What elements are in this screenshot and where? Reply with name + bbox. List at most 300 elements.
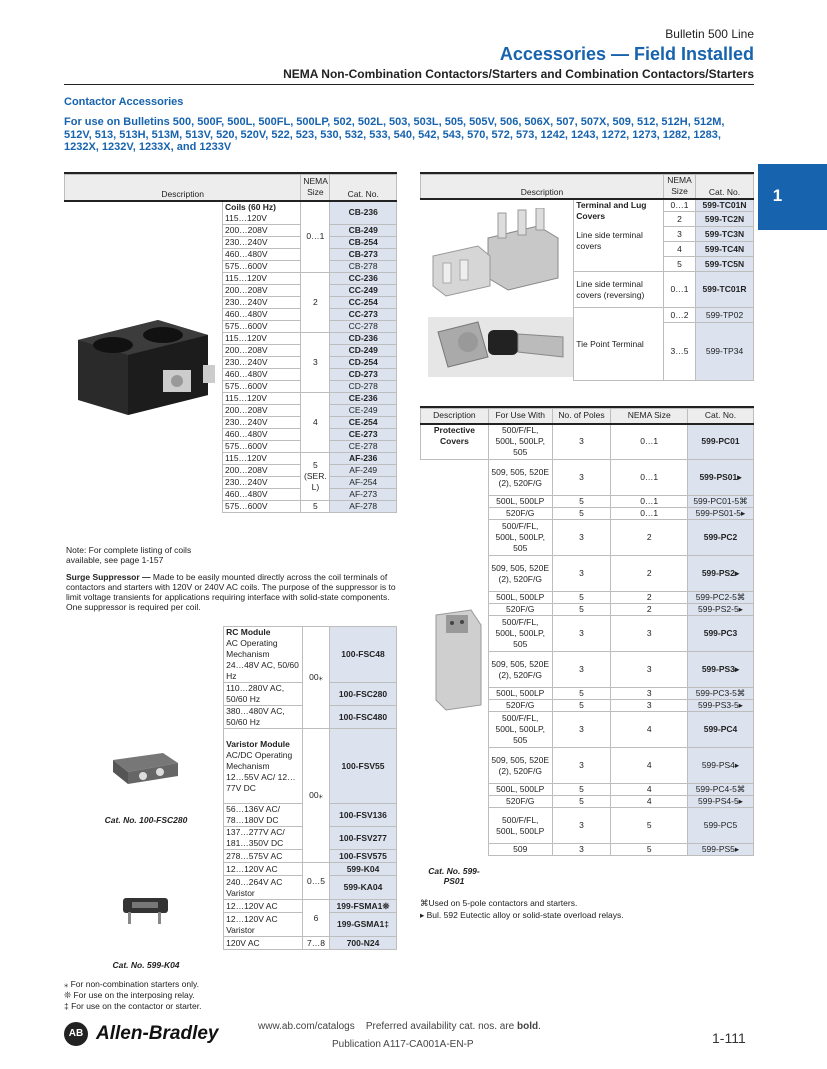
for-use-with: 500L, 500LP — [488, 688, 552, 700]
coil-note: Note: For complete listing of coils available, see page 1-157 — [66, 545, 192, 565]
nema-size: 2 — [301, 273, 330, 333]
table-row — [65, 297, 397, 309]
cat-number: 700-N24 — [330, 937, 397, 950]
table-row — [65, 285, 397, 297]
table-row — [421, 844, 754, 856]
varistor-title: Varistor Module — [226, 738, 290, 749]
image-cell — [421, 712, 489, 748]
table-row — [421, 592, 754, 604]
no-of-poles: 3 — [552, 748, 611, 784]
footnote-2: ❊ For use on the interposing relay. — [64, 990, 195, 1000]
cover-col-3: NEMA Size — [611, 409, 688, 424]
image-cell — [421, 784, 489, 796]
terminal-title: Terminal and Lug Covers — [576, 199, 647, 221]
coil-voltage — [223, 201, 301, 225]
brand-name: Allen-Bradley — [96, 1023, 219, 1044]
coil-voltage: 460…480V — [223, 489, 301, 501]
no-of-poles: 5 — [552, 592, 611, 604]
coil-voltage: 230…240V — [223, 237, 301, 249]
bulletin-line: Bulletin 500 Line — [665, 27, 754, 41]
nema-size: 5 (SER. L) — [301, 453, 330, 501]
cat-number: 599-TC01R — [696, 272, 754, 308]
coil-voltage-label: 115…120V — [225, 212, 267, 223]
no-of-poles: 5 — [552, 604, 611, 616]
table-row — [65, 477, 397, 489]
table-row — [421, 424, 754, 460]
nema-size: 3 — [664, 227, 696, 242]
rc-range: 110…280V AC, 50/60 Hz — [226, 683, 285, 704]
cat-number: AF-254 — [330, 477, 397, 489]
caption-k04: Cat. No. 599-K04 — [112, 960, 180, 970]
table-row — [65, 489, 397, 501]
page-subtitle: NEMA Non-Combination Contactors/Starters and Combination Contactors/Starters — [283, 67, 754, 81]
cat-number: CE-278 — [330, 441, 397, 453]
image-cell — [65, 441, 223, 453]
table-row — [64, 850, 397, 863]
image-cell — [65, 489, 223, 501]
cat-number: 599-PS01▸ — [688, 460, 754, 496]
image-cell — [421, 808, 489, 844]
rc-module-image — [108, 748, 183, 788]
table-row — [421, 556, 754, 592]
no-of-poles: 3 — [552, 808, 611, 844]
table-row — [65, 225, 397, 237]
suppressor-voltage: 12…120V AC Varistor — [224, 913, 303, 937]
coils-title: Coils (60 Hz) — [225, 201, 277, 212]
image-cell — [421, 508, 489, 520]
for-use-with: 520F/G — [488, 796, 552, 808]
varistor-voltage — [224, 729, 303, 804]
cat-number: 599-PC3 — [688, 616, 754, 652]
for-use-with: 509, 505, 520E (2), 520F/G — [488, 748, 552, 784]
cover-col-2: No. of Poles — [552, 409, 611, 424]
nema-size: 3 — [611, 652, 688, 688]
cat-number: 100-FSV55 — [330, 729, 397, 804]
right-footnotes — [420, 897, 624, 921]
nema-size: 00⁎ — [303, 627, 330, 729]
nema-size: 0…2 — [664, 308, 696, 323]
surge-title: Surge Suppressor — — [66, 572, 151, 582]
no-of-poles: 3 — [552, 844, 611, 856]
cat-number: CE-254 — [330, 417, 397, 429]
table-row — [65, 453, 397, 465]
rt-col-cat: Cat. No. — [696, 175, 754, 199]
cat-number: 599-PS3-5▸ — [688, 700, 754, 712]
reversing-label: Line side terminal covers (reversing) — [574, 272, 664, 308]
coil-voltage: 115…120V — [223, 393, 301, 405]
rc-voltage — [224, 683, 303, 706]
table-row — [65, 237, 397, 249]
no-of-poles: 3 — [552, 712, 611, 748]
cat-number: 599-PS4-5▸ — [688, 796, 754, 808]
cat-number: 100-FSC480 — [330, 706, 397, 729]
image-cell — [64, 850, 224, 863]
coil-voltage: 200…208V — [223, 285, 301, 297]
nema-size: 0…1 — [611, 496, 688, 508]
image-cell — [421, 592, 489, 604]
table-row — [421, 508, 754, 520]
for-use-with: 500/F/FL, 500L, 500LP, 505 — [488, 520, 552, 556]
suppressor-voltage: 120V AC — [224, 937, 303, 950]
nema-size: 4 — [611, 748, 688, 784]
cat-number: 199-FSMA1❊ — [330, 900, 397, 913]
coil-voltage: 575…600V — [223, 321, 301, 333]
image-cell — [421, 520, 489, 556]
cat-number: 599-PS5▸ — [688, 844, 754, 856]
rt-col-nema: NEMA Size — [664, 175, 696, 199]
cat-number: CB-249 — [330, 225, 397, 237]
cat-number: 599-TC3N — [696, 227, 754, 242]
coil-voltage: 460…480V — [223, 369, 301, 381]
col-nema: NEMA Size — [301, 175, 330, 201]
nema-size: 2 — [611, 604, 688, 616]
table-row — [64, 706, 397, 729]
no-of-poles: 3 — [552, 424, 611, 460]
nema-size: 4 — [301, 393, 330, 453]
nema-size: 2 — [611, 556, 688, 592]
nema-size: 5 — [611, 844, 688, 856]
cat-number: 599-PC4-5⌘ — [688, 784, 754, 796]
table-row — [65, 201, 397, 225]
rt-col-description: Description — [421, 175, 664, 199]
image-cell — [65, 477, 223, 489]
table-row — [65, 249, 397, 261]
cover-col-4: Cat. No. — [688, 409, 754, 424]
for-use-with: 509, 505, 520E (2), 520F/G — [488, 556, 552, 592]
for-use-with: 500L, 500LP — [488, 592, 552, 604]
suppressor-image — [118, 890, 178, 930]
page-title: Accessories — Field Installed — [499, 44, 754, 64]
table-row — [65, 465, 397, 477]
nema-size: 3…5 — [664, 323, 696, 381]
cat-number: 599-PC01-5⌘ — [688, 496, 754, 508]
table-row — [65, 273, 397, 285]
table-row — [64, 827, 397, 850]
cat-number: 599-PC2-5⌘ — [688, 592, 754, 604]
for-use-with: 509, 505, 520E (2), 520F/G — [488, 652, 552, 688]
image-cell — [65, 501, 223, 513]
cat-number: 100-FSC280 — [330, 683, 397, 706]
cat-number: CD-236 — [330, 333, 397, 345]
table-row — [421, 460, 754, 496]
image-cell — [421, 796, 489, 808]
terminal-desc — [574, 199, 664, 272]
right-footnote-2: ▸ Bul. 592 Eutectic alloy or solid-state overload relays. — [420, 910, 624, 920]
nema-size: 3 — [611, 688, 688, 700]
footer-period: . — [538, 1021, 541, 1032]
varistor-voltage — [224, 827, 303, 850]
table-row — [421, 712, 754, 748]
footnote-1: ⁎ For non-combination starters only. — [64, 979, 199, 989]
terminal-cover-image — [428, 208, 573, 308]
cover-col-1: For Use With — [488, 409, 552, 424]
coil-voltage: 115…120V — [223, 273, 301, 285]
nema-size: 0…5 — [303, 863, 330, 900]
cover-col-0: Description — [421, 409, 489, 424]
table-row — [65, 429, 397, 441]
coil-voltage: 230…240V — [223, 417, 301, 429]
cat-number: 599-PC5 — [688, 808, 754, 844]
coil-voltage: 575…600V — [223, 381, 301, 393]
nema-size: 00⁎ — [303, 729, 330, 863]
nema-size: 3 — [611, 700, 688, 712]
no-of-poles: 5 — [552, 796, 611, 808]
table-row — [65, 261, 397, 273]
footer-url: www.ab.com/catalogs — [258, 1021, 355, 1032]
no-of-poles: 5 — [552, 508, 611, 520]
nema-size: 2 — [664, 212, 696, 227]
coil-voltage: 575…600V — [223, 261, 301, 273]
tie-point-image — [428, 312, 573, 382]
publication-number: Publication A117-CA001A-EN-P — [332, 1039, 474, 1050]
coil-voltage: 200…208V — [223, 345, 301, 357]
line-side-label: Line side terminal covers — [576, 229, 643, 251]
footnote-3: ‡ For use on the contactor or starter. — [64, 1001, 202, 1011]
cat-number: AF-273 — [330, 489, 397, 501]
rc-voltage — [224, 627, 303, 683]
image-cell — [65, 273, 223, 285]
cat-number: 100-FSV277 — [330, 827, 397, 850]
table-row — [65, 441, 397, 453]
for-use-with: 500/F/FL, 500L, 500LP, 505 — [488, 712, 552, 748]
for-use-with: 509 — [488, 844, 552, 856]
for-use-with: 520F/G — [488, 508, 552, 520]
surge-description — [66, 572, 396, 612]
image-cell — [64, 627, 224, 683]
image-cell — [65, 249, 223, 261]
nema-size: 7…8 — [303, 937, 330, 950]
table-row — [64, 937, 397, 950]
rc-title: RC Module — [226, 627, 271, 637]
left-footnotes — [64, 979, 202, 1012]
ab-logo-icon: AB — [64, 1022, 88, 1046]
coil-voltage: 460…480V — [223, 249, 301, 261]
cat-number: CC-236 — [330, 273, 397, 285]
no-of-poles: 3 — [552, 616, 611, 652]
table-row — [64, 913, 397, 937]
cat-number: 599-PS3▸ — [688, 652, 754, 688]
coil-voltage: 200…208V — [223, 225, 301, 237]
nema-size: 3 — [301, 333, 330, 393]
coil-voltage: 575…600V — [223, 501, 301, 513]
cat-number: 599-TC01N — [696, 199, 754, 212]
coil-voltage: 575…600V — [223, 441, 301, 453]
cat-number: AF-236 — [330, 453, 397, 465]
nema-size: 4 — [664, 242, 696, 257]
table-row — [421, 520, 754, 556]
surge-text: Made to be easily mounted directly across the coil terminals of contactors and starters with 120V or 240V AC coils. The purpose of the suppressor is to limit voltage transients for applications requiring interface with solid-state components. One suppressor is required per coil. — [66, 572, 396, 612]
cat-number: CD-249 — [330, 345, 397, 357]
suppressor-voltage: 12…120V AC — [224, 863, 303, 876]
header-rule — [64, 84, 754, 85]
cat-number: CB-236 — [330, 201, 397, 225]
nema-size: 0…1 — [611, 460, 688, 496]
rc-voltage — [224, 706, 303, 729]
nema-size: 6 — [303, 900, 330, 937]
cat-number: 599-PS4▸ — [688, 748, 754, 784]
cat-number: 599-PC01 — [688, 424, 754, 460]
no-of-poles: 5 — [552, 784, 611, 796]
table-row — [64, 683, 397, 706]
col-description: Description — [65, 175, 301, 201]
table-row — [64, 900, 397, 913]
cat-number: CB-278 — [330, 261, 397, 273]
cat-number: CE-273 — [330, 429, 397, 441]
section-title: Contactor Accessories — [64, 96, 184, 108]
nema-size: 2 — [611, 592, 688, 604]
cat-number: CC-254 — [330, 297, 397, 309]
nema-size: 0…1 — [664, 272, 696, 308]
no-of-poles: 3 — [552, 652, 611, 688]
protective-cover-image — [426, 605, 486, 715]
for-use-with: 500L, 500LP — [488, 784, 552, 796]
coil-voltage: 200…208V — [223, 465, 301, 477]
nema-size: 0…1 — [611, 508, 688, 520]
image-cell — [65, 237, 223, 249]
cat-number: 599-K04 — [330, 863, 397, 876]
nema-size: 0…1 — [611, 424, 688, 460]
cat-number: 599-PS01-5▸ — [688, 508, 754, 520]
cat-number: 100-FSV136 — [330, 804, 397, 827]
nema-size: 4 — [611, 784, 688, 796]
image-cell — [64, 863, 224, 876]
coil-voltage: 460…480V — [223, 429, 301, 441]
cat-number: CC-273 — [330, 309, 397, 321]
nema-size: 2 — [611, 520, 688, 556]
section-tab: 1 — [758, 164, 827, 230]
bulletin-list: For use on Bulletins 500, 500F, 500L, 500FL, 500LP, 502, 502L, 503, 503L, 505, 505V, 506, 506X, 507, 507X, 509, 512, 512H, 512M, 512V, 513, 513H, 513M, 513V, 520, 520V, 522, 523, 530, 532, 533, 540, 542, 543, 570, 572, 573, 1242, 1243, 1272, 1273, 1282, 1283, 1232X, 1232V, 1233X, and 1233V — [64, 116, 725, 153]
image-cell — [421, 748, 489, 784]
table-row — [421, 808, 754, 844]
cat-number: CB-254 — [330, 237, 397, 249]
nema-size: 0…1 — [664, 199, 696, 212]
for-use-with: 500/F/FL, 500L, 500LP — [488, 808, 552, 844]
cat-number: 100-FSV575 — [330, 850, 397, 863]
col-cat: Cat. No. — [330, 175, 397, 201]
varistor-sub: AC/DC Operating Mechanism — [226, 749, 293, 771]
cat-number: 599-PC2 — [688, 520, 754, 556]
nema-size: 4 — [611, 712, 688, 748]
rc-sub: AC Operating Mechanism — [226, 638, 278, 659]
image-cell — [64, 937, 224, 950]
image-cell — [65, 225, 223, 237]
cat-number: 599-TP34 — [696, 323, 754, 381]
image-cell — [65, 429, 223, 441]
nema-size: 5 — [611, 808, 688, 844]
varistor-voltage — [224, 804, 303, 827]
rc-range: 380…480V AC, 50/60 Hz — [226, 706, 285, 727]
for-use-with: 500L, 500LP — [488, 496, 552, 508]
coil-voltage: 230…240V — [223, 477, 301, 489]
cat-number: 599-TC5N — [696, 257, 754, 272]
page-number: 1-111 — [712, 1030, 746, 1046]
cat-number: 100-FSC48 — [330, 627, 397, 683]
image-cell — [421, 460, 489, 496]
image-cell — [64, 706, 224, 729]
cat-number: 599-TC2N — [696, 212, 754, 227]
image-cell — [65, 201, 223, 225]
nema-size: 4 — [611, 796, 688, 808]
cat-number: AF-278 — [330, 501, 397, 513]
image-cell — [65, 261, 223, 273]
table-row — [65, 501, 397, 513]
cat-number: CD-254 — [330, 357, 397, 369]
caption-fsc: Cat. No. 100-FSC280 — [104, 815, 188, 825]
cat-number: CC-278 — [330, 321, 397, 333]
cat-number: 599-KA04 — [330, 876, 397, 900]
no-of-poles: 5 — [552, 688, 611, 700]
table-row — [64, 863, 397, 876]
coil-image — [68, 310, 218, 420]
table-row — [64, 876, 397, 900]
coil-voltage: 200…208V — [223, 405, 301, 417]
right-footnote-1: ⌘Used on 5-pole contactors and starters. — [420, 898, 578, 908]
varistor-range: 137…277V AC/ 181…350V DC — [226, 827, 285, 848]
cat-number: 599-PC3-5⌘ — [688, 688, 754, 700]
footer-bold: bold — [517, 1021, 539, 1032]
coil-voltage: 230…240V — [223, 297, 301, 309]
no-of-poles: 3 — [552, 460, 611, 496]
image-cell — [421, 496, 489, 508]
for-use-with: 520F/G — [488, 700, 552, 712]
cat-number: CD-273 — [330, 369, 397, 381]
for-use-with: 500/F/FL, 500L, 500LP, 505 — [488, 616, 552, 652]
varistor-range: 56…136V AC/ 78…180V DC — [226, 804, 280, 825]
cat-number: CB-273 — [330, 249, 397, 261]
cat-number: AF-249 — [330, 465, 397, 477]
nema-size: 3 — [611, 616, 688, 652]
for-use-with: 520F/G — [488, 604, 552, 616]
cat-number: 599-PS2▸ — [688, 556, 754, 592]
image-cell — [64, 683, 224, 706]
tie-point-label: Tie Point Terminal — [574, 308, 664, 381]
coil-voltage: 115…120V — [223, 453, 301, 465]
image-cell — [421, 844, 489, 856]
nema-size: 0…1 — [301, 201, 330, 273]
table-row — [421, 748, 754, 784]
rc-range: 24…48V AC, 50/60 Hz — [226, 660, 299, 681]
image-cell — [421, 556, 489, 592]
cat-number: CD-278 — [330, 381, 397, 393]
coil-voltage: 460…480V — [223, 309, 301, 321]
coil-voltage: 230…240V — [223, 357, 301, 369]
coil-voltage: 115…120V — [223, 333, 301, 345]
suppressor-voltage: 12…120V AC — [224, 900, 303, 913]
cat-number: 599-PS2-5▸ — [688, 604, 754, 616]
image-cell — [65, 297, 223, 309]
varistor-range: 12…55V AC/ 12…77V DC — [226, 771, 296, 793]
cat-number: CE-249 — [330, 405, 397, 417]
image-cell — [65, 453, 223, 465]
cat-number: 599-TC4N — [696, 242, 754, 257]
table-row — [421, 784, 754, 796]
cat-number: 199-GSMA1‡ — [330, 913, 397, 937]
varistor-voltage — [224, 850, 303, 863]
cat-number: 599-PC4 — [688, 712, 754, 748]
table-row — [421, 496, 754, 508]
footer-pref: Preferred availability cat. nos. are — [365, 1021, 518, 1032]
suppressor-voltage: 240…264V AC Varistor — [224, 876, 303, 900]
no-of-poles: 3 — [552, 520, 611, 556]
for-use-with: 500/F/FL, 500L, 500LP, 505 — [488, 424, 552, 460]
for-use-with: 509, 505, 520E (2), 520F/G — [488, 460, 552, 496]
nema-size: 5 — [664, 257, 696, 272]
caption-ps01: Cat. No. 599-PS01 — [428, 866, 480, 886]
varistor-range: 278…575V AC — [226, 850, 283, 861]
footer-links — [258, 1021, 541, 1032]
nema-size: 5 — [301, 501, 330, 513]
no-of-poles: 5 — [552, 700, 611, 712]
